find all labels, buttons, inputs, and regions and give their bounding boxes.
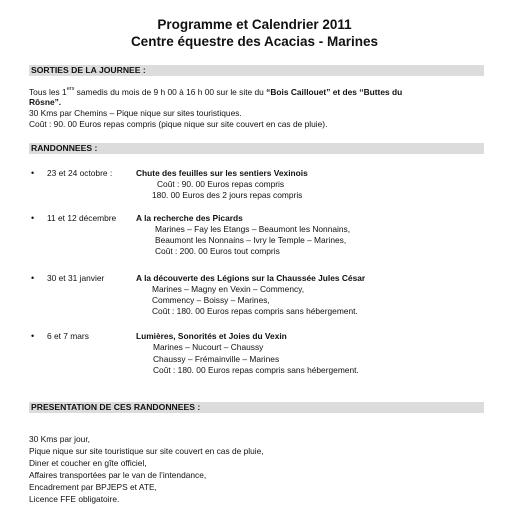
sorties-line-1: Tous les 1ers samedis du mois de 9 h 00 à 16 h 00 sur le site du “Bois Caillouet” et des ‘‘Buttes du <box>29 86 403 97</box>
randonnee-detail-line: 180. 00 Euros des 2 jours repas compris <box>152 190 303 200</box>
presentation-line: Encadrement par BPJEPS et ATE, <box>29 482 157 492</box>
randonnee-date: 23 et 24 octobre : <box>47 168 113 178</box>
randonnee-title: A la recherche des Picards <box>136 213 243 223</box>
document-title-line-2: Centre équestre des Acacias - Marines <box>130 34 379 49</box>
randonnee-detail-line: Beaumont les Nonnains – Ivry le Temple – Marines, <box>155 235 347 245</box>
randonnee-date: 11 et 12 décembre <box>47 213 117 223</box>
randonnee-detail-line: Chaussy – Frémainville – Marines <box>153 354 280 364</box>
randonnee-detail-line: Commency – Boissy – Marines, <box>152 295 270 305</box>
bullet-icon: • <box>31 213 35 223</box>
bullet-icon: • <box>31 168 35 178</box>
sorties-line-4: Coût : 90. 00 Euros repas compris (pique nique sur site couvert en cas de pluie). <box>29 119 328 129</box>
presentation-line: Diner et coucher en gîte officiel, <box>29 458 147 468</box>
randonnee-date: 6 et 7 mars <box>47 331 89 341</box>
section-heading-randonnees: RANDONNEES : <box>31 143 98 153</box>
randonnee-detail-line: Coût : 180. 00 Euros repas compris sans hébergement. <box>152 306 358 316</box>
document-title-line-1: Programme et Calendrier 2011 <box>157 17 352 32</box>
randonnee-detail-line: Coût : 180. 00 Euros repas compris sans hébergement. <box>153 365 359 375</box>
randonnee-title: A la découverte des Légions sur la Chaussée Jules César <box>136 273 366 283</box>
presentation-line: Affaires transportées par le van de l’intendance, <box>29 470 207 480</box>
presentation-line: Licence FFE obligatoire. <box>29 494 120 504</box>
section-heading-presentation: PRESENTATION DE CES RANDONNEES : <box>31 402 201 412</box>
bullet-icon: • <box>31 331 35 341</box>
randonnee-detail-line: Marines – Magny en Vexin – Commency, <box>152 284 305 294</box>
bullet-icon: • <box>31 273 35 283</box>
randonnee-title: Lumières, Sonorités et Joies du Vexin <box>136 331 287 341</box>
sorties-line-3: 30 Kms par Chemins – Pique nique sur sites touristiques. <box>29 108 242 118</box>
randonnee-title: Chute des feuilles sur les sentiers Vexinois <box>136 168 308 178</box>
randonnee-detail-line: Coût : 90. 00 Euros repas compris <box>157 179 285 189</box>
presentation-line: Pique nique sur site touristique sur site couvert en cas de pluie, <box>29 446 264 456</box>
randonnee-detail-line: Coût : 200. 00 Euros tout compris <box>155 246 280 256</box>
randonnee-detail-line: Marines – Fay les Etangs – Beaumont les Nonnains, <box>155 224 351 234</box>
sorties-line-2: Rôsne”. <box>29 97 62 107</box>
randonnee-detail-line: Marines – Nucourt – Chaussy <box>153 342 264 352</box>
presentation-line: 30 Kms par jour, <box>29 434 90 444</box>
randonnee-date: 30 et 31 janvier <box>47 273 105 283</box>
section-heading-sorties: SORTIES DE LA JOURNEE : <box>31 65 146 75</box>
